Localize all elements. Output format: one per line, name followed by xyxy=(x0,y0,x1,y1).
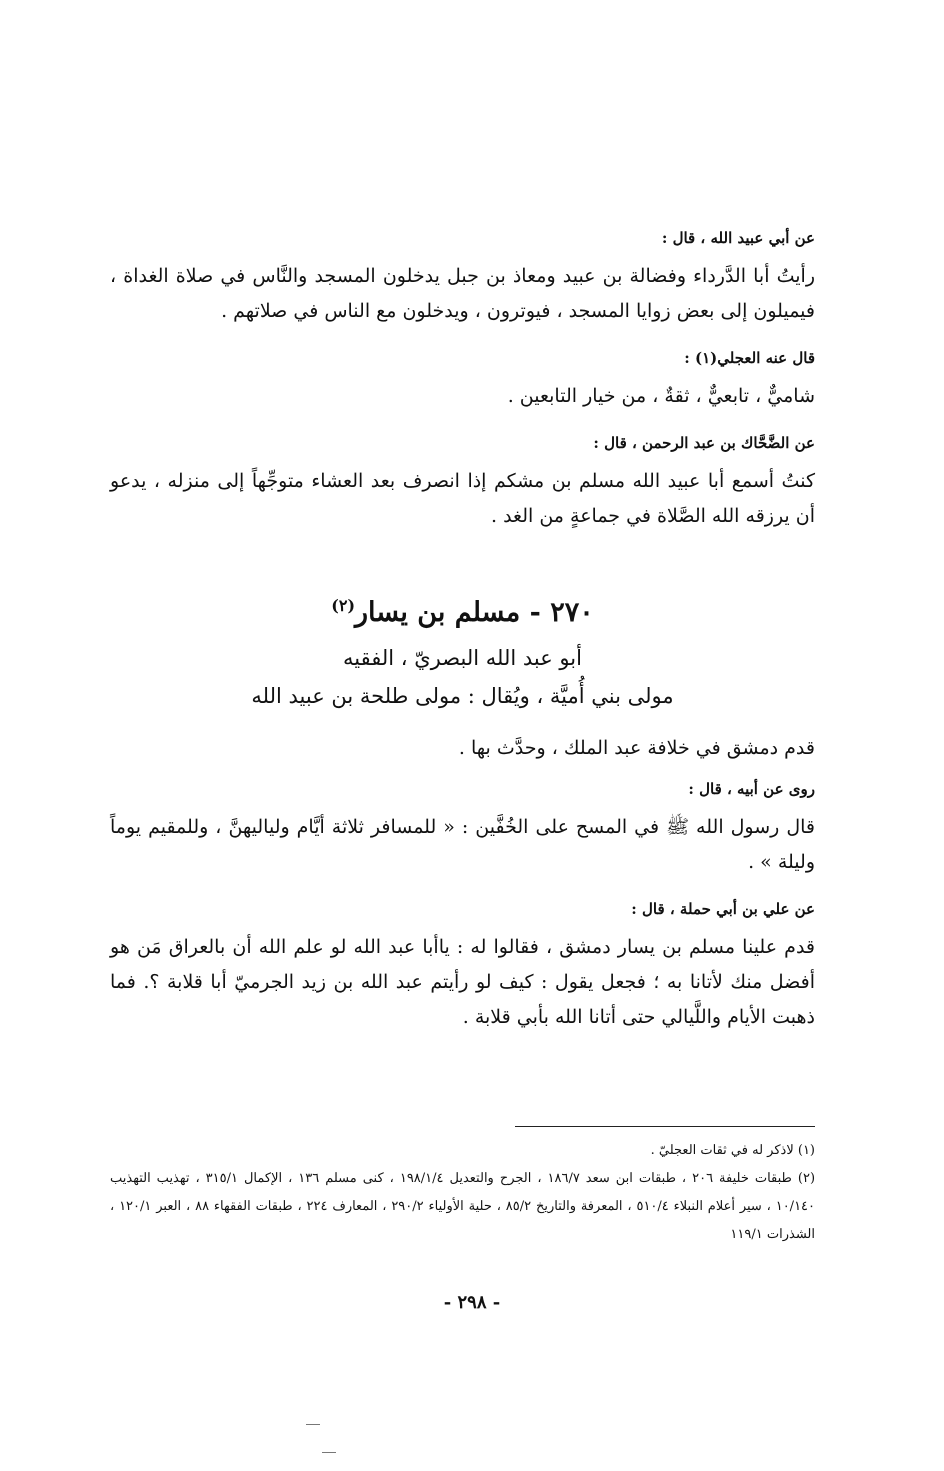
biography-text-3: قدم علينا مسلم بن يسار دمشق ، فقالوا له : ياأبا عبد الله لو علم الله أن بالعراق مَن هو أفضل منك لأتانا به ؛ فجعل يقول : كيف لو رأيتم عبد الله بن زيد الجرميّ أبا قلابة ؟. فما ذهبت الأيام واللَّيالي حتى أتانا الله بأبي قلابة . xyxy=(110,936,815,1028)
biography-text-1: قدم دمشق في خلافة عبد الملك ، وحدَّث بها . xyxy=(458,737,815,759)
biography-kunya: أبو عبد الله البصريّ ، الفقيه xyxy=(343,646,582,670)
narration-text-1: رأيتُ أبا الدَّرداء وفضالة بن عبيد ومعاذ بن جبل يدخلون المسجد والنَّاس في صلاة الغداة ، فيميلون إلى بعض زوايا المسجد ، فيوترون ، ويدخلون مع الناس في صلاتهم . xyxy=(110,265,815,322)
page-number: - ٢٩٨ - xyxy=(443,1292,501,1313)
narration-text-3: كنتُ أسمع أبا عبيد الله مسلم بن مشكم إذا انصرف بعد العشاء متوجِّهاً إلى منزله ، يدعو أن يرزقه الله الصَّلاة في جماعةٍ من الغد . xyxy=(110,470,815,527)
footnotes xyxy=(110,1126,815,1249)
narration-intro-1: عن أبي عبيد الله ، قال : xyxy=(661,229,815,247)
scan-speck xyxy=(322,1452,336,1453)
biography-intro-3: عن علي بن أبي حملة ، قال : xyxy=(631,900,815,918)
footnote-1: (١) لاذكر له في ثقات العجليّ . xyxy=(650,1143,815,1158)
narration-text-2: شاميٌّ ، تابعيٌّ ، ثقةٌ ، من خيار التابعين . xyxy=(507,385,815,407)
biography-title-note: (٢) xyxy=(331,596,356,615)
biography-title-text: ٢٧٠ - مسلم بن يسار xyxy=(355,597,594,628)
biography-text-2: قال رسول الله ﷺ في المسح على الخُفَّين : « للمسافر ثلاثة أيَّام ولياليهنَّ ، وللمقيم يوماً وليلة » . xyxy=(110,816,815,873)
biography-intro-2: روى عن أبيه ، قال : xyxy=(688,780,815,798)
page-body xyxy=(110,225,815,1035)
narration-intro-3: عن الضَّحَّاك بن عبد الرحمن ، قال : xyxy=(593,434,815,452)
biography-clientage: مولى بني أُميَّة ، ويُقال : مولى طلحة بن عبيد الله xyxy=(251,684,674,708)
footnote-divider xyxy=(515,1126,815,1127)
footnote-2: (٢) طبقات خليفة ٢٠٦ ، طبقات ابن سعد ١٨٦/٧ ، الجرح والتعديل ١٩٨/١/٤ ، كنى مسلم ١٣٦ ، الإكمال ٣١٥/١ ، تهذيب التهذيب ١٠/١٤٠ ، سير أعلام النبلاء ٥١٠/٤ ، المعرفة والتاريخ ٨٥/٢ ، حلية الأولياء ٢٩٠/٢ ، المعارف ٢٢٤ ، طبقات الفقهاء ٨٨ ، العبر ١٢٠/١ ، الشذرات ١١٩/١ xyxy=(110,1171,816,1242)
narration-intro-2: قال عنه العجلي(١) : xyxy=(684,349,815,367)
scan-speck xyxy=(306,1424,320,1425)
biography-title xyxy=(110,586,815,633)
